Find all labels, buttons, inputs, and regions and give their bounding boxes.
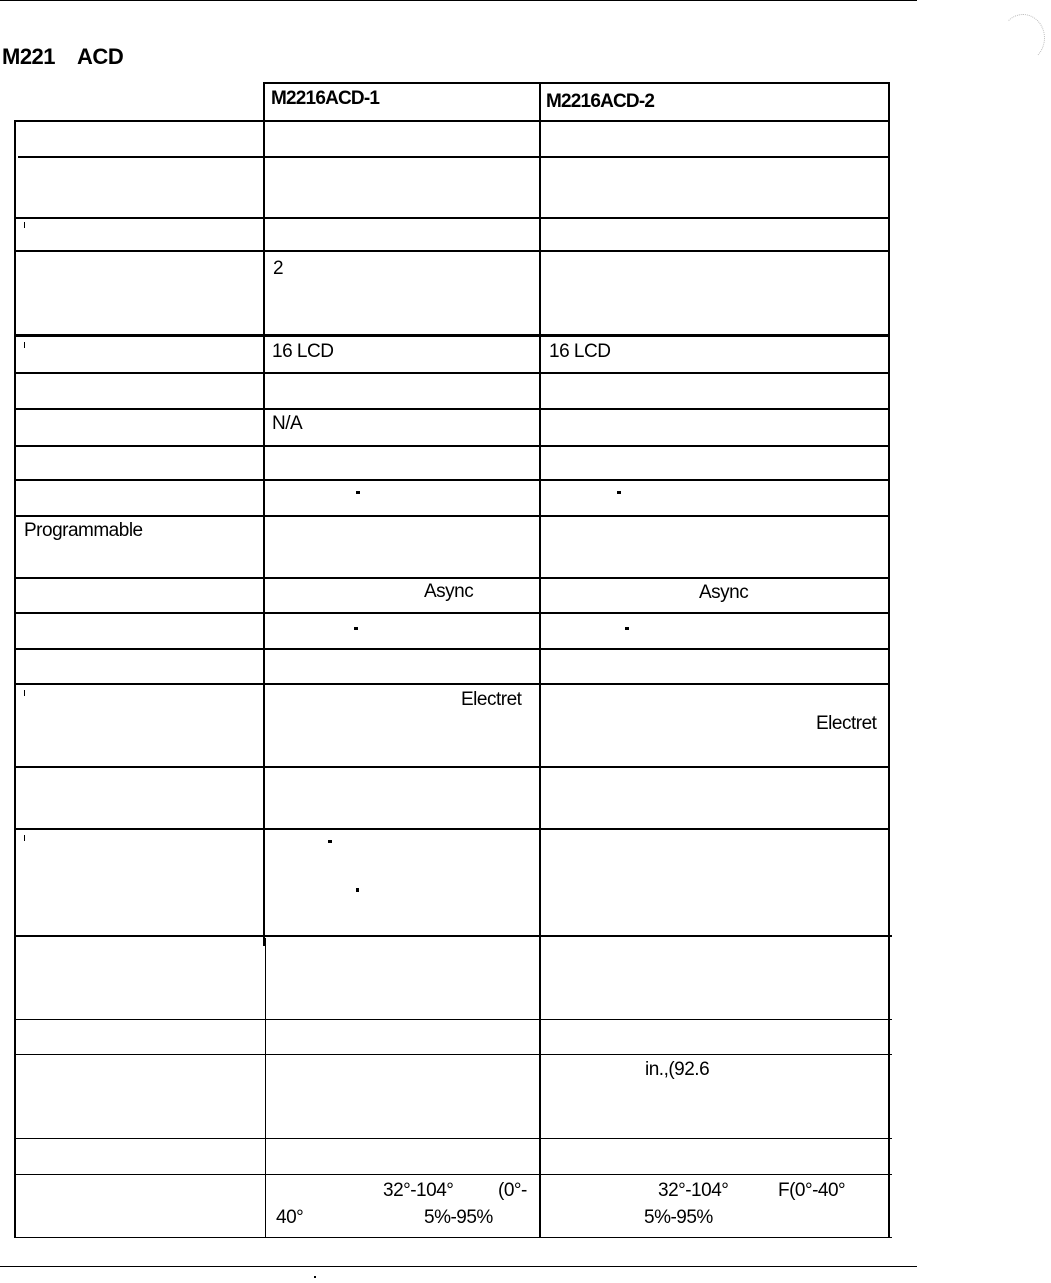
page-title xyxy=(2,44,145,70)
row-line xyxy=(14,1019,892,1020)
scan-speck xyxy=(617,491,621,494)
row-line xyxy=(14,250,890,252)
table-right-border xyxy=(888,84,890,1238)
scan-speck xyxy=(356,888,359,892)
row-line xyxy=(14,334,890,337)
na-value-col1: N/A xyxy=(272,413,303,434)
temp-value-col1-d: 5%-95% xyxy=(424,1207,493,1228)
scan-speck xyxy=(24,690,25,696)
scan-speck xyxy=(354,627,358,630)
scan-speck xyxy=(356,491,360,494)
scan-smudge xyxy=(1001,14,1045,62)
column-divider-1-lower xyxy=(265,938,266,1238)
row-line xyxy=(14,1138,892,1139)
temp-value-col2-c: 5%-95% xyxy=(644,1207,713,1228)
temp-value-col1-b: (0°- xyxy=(498,1180,527,1201)
header-bottom-line xyxy=(14,120,890,122)
row-line xyxy=(14,479,890,481)
temp-value-col1-a: 32°-104° xyxy=(383,1180,454,1201)
title-model: M221 xyxy=(2,44,56,69)
scan-speck xyxy=(314,1276,316,1278)
scan-speck xyxy=(24,835,25,841)
row-line xyxy=(14,515,890,517)
row-line xyxy=(14,1174,892,1175)
row-line xyxy=(14,1237,892,1238)
column-divider-2 xyxy=(539,84,541,1238)
table-left-border xyxy=(14,120,16,1238)
electret-value-col1: Electret xyxy=(461,689,522,710)
row-line xyxy=(14,612,890,614)
async-value-col1: Async xyxy=(424,581,474,602)
display-value-col2: 16 LCD xyxy=(549,341,611,362)
scan-speck xyxy=(625,627,629,630)
async-value-col2: Async xyxy=(699,582,749,603)
temp-value-col2-b: F(0°-40° xyxy=(778,1180,846,1201)
row-line xyxy=(14,217,890,219)
row-line xyxy=(14,828,890,830)
row-line xyxy=(14,408,890,410)
display-value-col1: 16 LCD xyxy=(272,341,334,362)
electret-value-col2: Electret xyxy=(816,713,877,734)
row-line xyxy=(14,935,892,937)
temp-value-col1-c: 40° xyxy=(276,1207,304,1228)
scan-speck xyxy=(24,342,25,348)
row-line xyxy=(14,1054,892,1055)
column-header-1: M2216ACD-1 xyxy=(271,88,380,109)
bottom-rule xyxy=(0,1266,917,1267)
dimension-value-col2: in.,(92.6 xyxy=(645,1059,710,1080)
header-top-line xyxy=(263,82,890,84)
title-suffix: ACD xyxy=(77,44,124,69)
lines-value-col1: 2 xyxy=(273,258,284,279)
row-line xyxy=(14,648,890,650)
column-header-2: M2216ACD-2 xyxy=(546,91,655,112)
top-rule xyxy=(0,0,917,1)
row-line xyxy=(14,372,890,374)
row-line xyxy=(14,577,890,579)
row-line xyxy=(14,766,890,768)
scan-speck xyxy=(24,222,25,228)
column-divider-1 xyxy=(263,82,265,946)
scan-speck xyxy=(328,840,332,843)
temp-value-col2-a: 32°-104° xyxy=(658,1180,729,1201)
row-line xyxy=(14,445,890,447)
row-label-programmable: Programmable xyxy=(24,520,143,541)
row-line xyxy=(14,683,890,685)
row-line xyxy=(18,156,890,158)
